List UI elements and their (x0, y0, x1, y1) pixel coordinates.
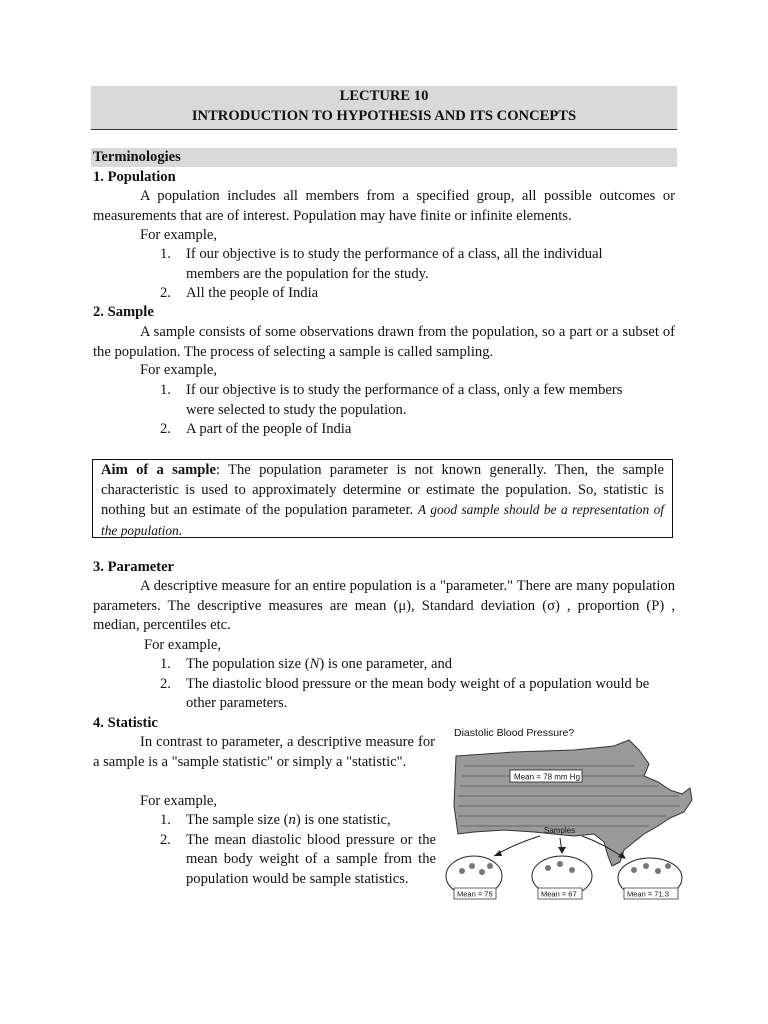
statistic-example-list (160, 811, 436, 889)
list-item: 2. All the people of India (160, 285, 319, 301)
aim-label: Aim of a sample (101, 462, 216, 478)
sample-2-mean: Mean = 67 (541, 889, 577, 899)
population-sample-illustration (444, 716, 706, 906)
list-item: 2. The diastolic blood pressure or the mean body weight of a population would be other parameters. (160, 675, 650, 711)
parameter-example-label: For example, (144, 637, 222, 653)
population-mean-label: Mean = 78 mm Hg (514, 772, 581, 782)
list-item: 2. A part of the people of India (160, 421, 352, 437)
section-heading-terminologies: Terminologies (91, 148, 677, 167)
population-sample-figure (444, 716, 706, 906)
sample-1-mean: Mean = 75 (457, 889, 493, 899)
heading-parameter: 3. Parameter (93, 559, 175, 575)
sample-example-list (160, 381, 650, 440)
lecture-title-box (91, 86, 677, 130)
parameter-example-list (160, 655, 680, 714)
population-paragraph: A population includes all members from a specified group, all possible outcomes or measurements that are of interest. Population may have finite or infinite elements. (93, 188, 675, 224)
lecture-number: LECTURE 10 (339, 88, 429, 104)
aim-of-sample-box (92, 459, 673, 538)
heading-population: 1. Population (93, 169, 176, 185)
lecture-title: INTRODUCTION TO HYPOTHESIS AND ITS CONCEPTS (191, 107, 577, 124)
population-example-list (160, 245, 650, 304)
parameter-paragraph: A descriptive measure for an entire population is a "parameter." There are many population parameters. The descriptive measures are mean (μ), Standard deviation (σ) , proportion (P) , median, percentiles etc. (93, 578, 675, 633)
heading-statistic: 4. Statistic (93, 715, 158, 731)
sample-3-mean: Mean = 71.3 (627, 889, 669, 899)
heading-sample: 2. Sample (93, 304, 154, 320)
sample-paragraph: A sample consists of some observations drawn from the population, so a part or a subset of the population. The process of selecting a sample is called sampling. (93, 324, 675, 360)
list-item: 1. If our objective is to study the performance of a class, all the individual members are the population for the study. (160, 246, 603, 282)
list-item: 1. If our objective is to study the performance of a class, only a few members were selected to study the population. (160, 382, 623, 418)
figure-title: Diastolic Blood Pressure? (454, 727, 575, 739)
list-item: 2. The mean diastolic blood pressure or the mean body weight of a sample from the population would be sample statistics. (160, 831, 436, 887)
list-item: 1. The sample size (n) is one statistic, (160, 812, 391, 828)
list-item: 1. The population size (N) is one parameter, and (160, 656, 453, 672)
samples-label: Samples (544, 826, 576, 835)
aim-emphasis: A good sample should be a representation of the population. (101, 502, 664, 538)
statistic-paragraph: In contrast to parameter, a descriptive measure for a sample is a "sample statistic" or simply a "statistic". (93, 734, 435, 770)
population-map (454, 740, 692, 866)
sample-example-label: For example, (140, 362, 218, 378)
statistic-example-label: For example, (140, 793, 218, 809)
population-example-label: For example, (140, 227, 218, 243)
aim-text: : The population parameter is not known generally. Then, the sample characteristic is used to approximately determine or estimate the population. So, statistic is nothing but an estimate of the population parameter. (101, 462, 665, 518)
